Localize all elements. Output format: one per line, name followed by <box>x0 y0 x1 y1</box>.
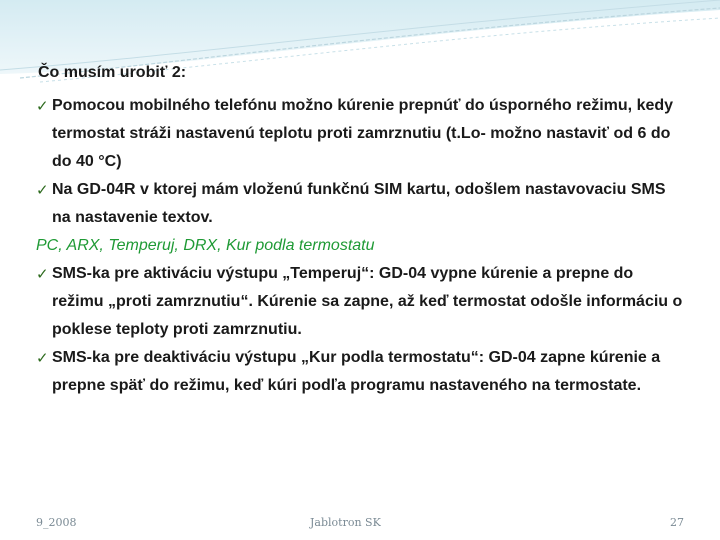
bullet-text: Pomocou mobilného telefónu možno kúrenie prepnúť do úsporného režimu, kedy termostat stráži nastavenú teplotu proti zamrznutiu (t.Lo- možno nastaviť od 6 do do 40 °C) <box>52 97 674 170</box>
bullet-item <box>36 344 686 400</box>
footer-page-number: 27 <box>670 516 684 529</box>
checkmark-icon: ✓ <box>36 265 49 283</box>
bullet-text: SMS-ka pre aktiváciu výstupu „Temperuj“: GD-04 vypne kúrenie a prepne do režimu „proti zamrznutiu“. Kúrenie sa zapne, až keď termostat odošle informáciu o poklese teploty proti zamrznutiu. <box>52 265 683 338</box>
bullet-item <box>36 176 686 232</box>
footer-date: 9_2008 <box>36 516 77 529</box>
bullet-text: Na GD-04R v ktorej mám vloženú funkčnú SIM kartu, odošlem nastavovaciu SMS na nastavenie textov. <box>52 181 666 226</box>
checkmark-icon: ✓ <box>36 97 49 115</box>
slide-content <box>36 92 686 400</box>
checkmark-icon: ✓ <box>36 349 49 367</box>
sms-texts-line: PC, ARX, Temperuj, DRX, Kur podla termostatu <box>36 237 375 254</box>
checkmark-icon: ✓ <box>36 181 49 199</box>
bullet-item <box>36 260 686 344</box>
slide-title: Čo musím urobiť 2: <box>38 64 187 81</box>
bullet-text: SMS-ka pre deaktiváciu výstupu „Kur podla termostatu“: GD-04 zapne kúrenie a prepne späť do režimu, keď kúri podľa programu nastaveného na termostate. <box>52 349 661 394</box>
footer-company: Jablotron SK <box>310 516 381 529</box>
bullet-item <box>36 92 686 176</box>
